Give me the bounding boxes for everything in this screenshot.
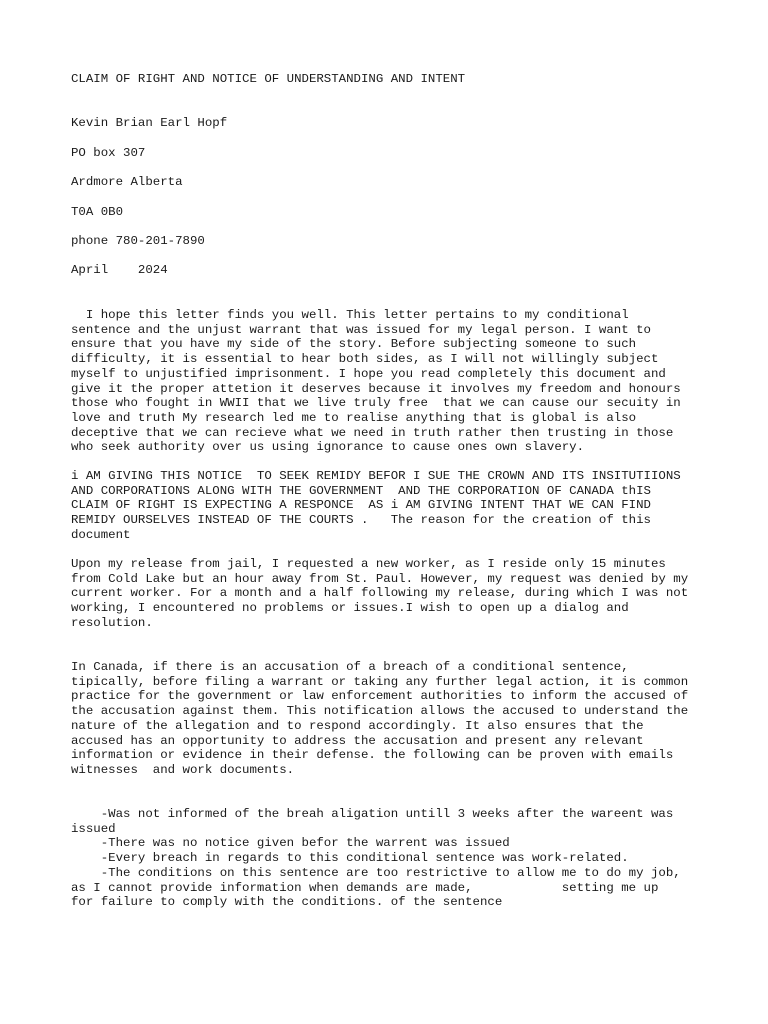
paragraph-1-line: who seek authority over us using ignorance to cause ones own slavery. xyxy=(71,440,585,455)
list-item-line: -The conditions on this sentence are too restrictive to allow me to do my job, xyxy=(71,865,681,880)
list-item-line: -Every breach in regards to this conditional sentence was work-related. xyxy=(71,851,629,866)
paragraph-1-line: love and truth My research led me to realise anything that is global is also xyxy=(71,410,637,425)
paragraph-4-line: practice for the government or law enforcement authorities to inform the accused of xyxy=(71,689,689,704)
paragraph-1-line: myself to unjustified imprisonment. I hope you read completely this document and xyxy=(71,366,666,381)
list-item-line: -Was not informed of the breah aligation untill 3 weeks after the wareent was xyxy=(71,807,674,821)
paragraph-1-line: sentence and the unjust warrant that was issued for my legal person. I want to xyxy=(71,322,651,337)
paragraph-2-line: i AM GIVING THIS NOTICE TO SEEK REMIDY BEFOR I SUE THE CROWN AND ITS INSITUTIIONS xyxy=(71,469,681,483)
sender-name: Kevin Brian Earl Hopf xyxy=(71,116,228,130)
list-item-line: -There was no notice given befor the warrent was issued xyxy=(71,836,510,851)
list-item-line: for failure to comply with the conditions. of the sentence xyxy=(71,895,503,910)
paragraph-3-line: current worker. For a month and a half following my release, during which I was not xyxy=(71,586,689,601)
paragraph-1-line: those who fought in WWII that we live truly free that we can cause our secuity in xyxy=(71,396,681,411)
paragraph-1-line: give it the proper attetion it deserves because it involves my freedom and honours xyxy=(71,381,681,396)
paragraph-4-line: the accusation against them. This notification allows the accused to understand the xyxy=(71,704,689,719)
document-title: CLAIM OF RIGHT AND NOTICE OF UNDERSTANDING AND INTENT xyxy=(71,72,466,86)
paragraph-1-line: deceptive that we can recieve what we need in truth rather then trusting in those xyxy=(71,425,674,440)
paragraph-1-line: difficulty, it is essential to hear both sides, as I will not willingly subject xyxy=(71,352,659,367)
list-item-line: issued xyxy=(71,821,116,836)
sender-po-box: PO box 307 xyxy=(71,146,146,160)
paragraph-2-line: REMIDY OURSELVES INSTEAD OF THE COURTS . The reason for the creation of this xyxy=(71,513,651,528)
paragraph-2-line: CLAIM OF RIGHT IS EXPECTING A RESPONCE AS i AM GIVING INTENT THAT WE CAN FIND xyxy=(71,498,651,513)
list-item-line: as I cannot provide information when demands are made, setting me up xyxy=(71,880,659,895)
paragraph-4-line: accused has an opportunity to address the accusation and present any relevant xyxy=(71,733,644,748)
paragraph-1-line: I hope this letter finds you well. This letter pertains to my conditional xyxy=(71,308,629,322)
sender-postal-code: T0A 0B0 xyxy=(71,205,124,219)
letter-date: April 2024 xyxy=(71,263,168,277)
sender-phone: phone 780-201-7890 xyxy=(71,234,205,248)
paragraph-3-line: Upon my release from jail, I requested a new worker, as I reside only 15 minutes xyxy=(71,557,666,571)
paragraph-4-line: witnesses and work documents. xyxy=(71,762,295,777)
paragraph-3-line: from Cold Lake but an hour away from St. Paul. However, my request was denied by my xyxy=(71,571,689,586)
paragraph-3-line: working, I encountered no problems or issues.I wish to open up a dialog and xyxy=(71,601,629,616)
paragraph-4-line: In Canada, if there is an accusation of a breach of a conditional sentence, xyxy=(71,660,629,674)
sender-city: Ardmore Alberta xyxy=(71,175,183,189)
paragraph-4-line: nature of the allegation and to respond accordingly. It also ensures that the xyxy=(71,718,644,733)
paragraph-2-line: AND CORPORATIONS ALONG WITH THE GOVERNMENT AND THE CORPORATION OF CANADA thIS xyxy=(71,483,651,498)
paragraph-2-line: document xyxy=(71,527,131,542)
paragraph-4-line: information or evidence in their defense. the following can be proven with emails xyxy=(71,748,674,763)
paragraph-3-line: resolution. xyxy=(71,615,153,630)
paragraph-1-line: ensure that you have my side of the story. Before subjecting someone to such xyxy=(71,337,637,352)
paragraph-4-line: tipically, before filing a warrant or taking any further legal action, it is common xyxy=(71,674,689,689)
